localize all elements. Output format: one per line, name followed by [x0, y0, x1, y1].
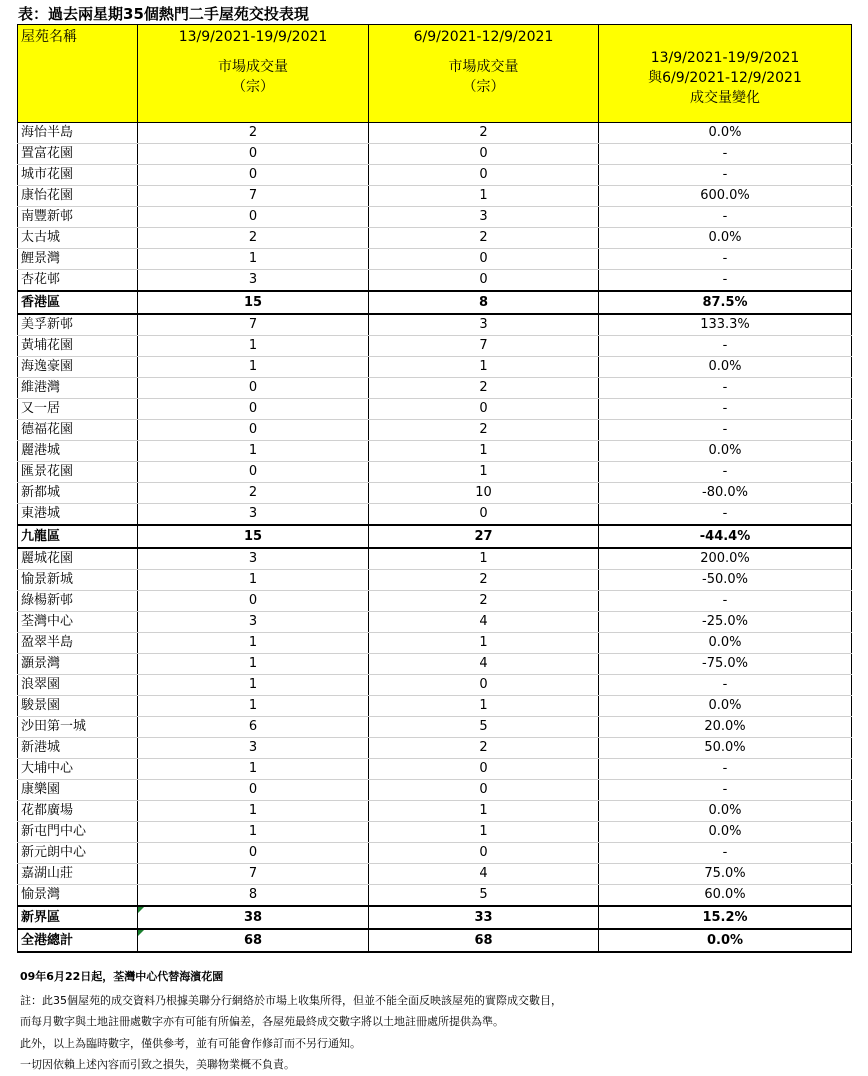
table-row	[18, 462, 852, 483]
table-row	[18, 696, 852, 717]
table-row	[18, 780, 852, 801]
change-cell: 600.0%	[599, 186, 852, 207]
estate-name-cell: 全港總計	[18, 929, 138, 952]
header-week2	[369, 25, 599, 123]
change-cell: -	[599, 591, 852, 612]
estate-name-cell: 康樂園	[18, 780, 138, 801]
estate-name-cell: 海怡半島	[18, 123, 138, 144]
week2-volume-cell: 0	[369, 843, 599, 864]
change-cell: 0.0%	[599, 357, 852, 378]
week2-volume-cell: 4	[369, 864, 599, 885]
change-cell: -80.0%	[599, 483, 852, 504]
week2-volume-cell: 3	[369, 207, 599, 228]
change-cell: 20.0%	[599, 717, 852, 738]
week2-volume-cell: 1	[369, 822, 599, 843]
change-cell: 0.0%	[599, 929, 852, 952]
change-cell: -	[599, 780, 852, 801]
change-cell: -	[599, 420, 852, 441]
note-line: 註：此35個屋苑的成交資料乃根據美聯分行網絡於市場上收集所得，但並不能全面反映該屋苑的實際成交數目，	[20, 993, 562, 1007]
week1-volume-cell: 0	[138, 378, 369, 399]
change-cell: -	[599, 270, 852, 292]
week1-volume-cell: 15	[138, 525, 369, 548]
change-cell: 0.0%	[599, 696, 852, 717]
estate-name-cell: 麗城花園	[18, 548, 138, 570]
estate-name-cell: 嘉湖山莊	[18, 864, 138, 885]
table-row	[18, 822, 852, 843]
week2-volume-cell: 1	[369, 696, 599, 717]
week2-volume-cell: 0	[369, 144, 599, 165]
note-line: 而每月數字與土地註冊處數字亦有可能有所偏差，各屋苑最終成交數字將以土地註冊處所提供為準。	[20, 1015, 504, 1028]
week1-volume-cell: 1	[138, 357, 369, 378]
week1-volume-cell: 7	[138, 186, 369, 207]
week1-volume-cell: 2	[138, 123, 369, 144]
table-row	[18, 228, 852, 249]
estate-name-cell: 新港城	[18, 738, 138, 759]
change-cell: -75.0%	[599, 654, 852, 675]
estate-name-cell: 新都城	[18, 483, 138, 504]
week2-volume-cell: 68	[369, 929, 599, 952]
transaction-table	[17, 24, 852, 953]
change-cell: 0.0%	[599, 822, 852, 843]
week1-volume-cell: 15	[138, 291, 369, 314]
week1-volume-cell: 1	[138, 822, 369, 843]
table-row	[18, 843, 852, 864]
week1-volume-cell: 0	[138, 420, 369, 441]
header-change-line3: 成交量變化	[690, 89, 760, 106]
week1-volume-cell: 1	[138, 633, 369, 654]
week2-volume-cell: 0	[369, 759, 599, 780]
table-row	[18, 885, 852, 907]
table-row	[18, 357, 852, 378]
change-cell: -	[599, 144, 852, 165]
estate-name-cell: 黃埔花園	[18, 336, 138, 357]
week1-volume-cell: 0	[138, 207, 369, 228]
page-title: 表：過去兩星期35個熱門二手屋苑交投表現	[18, 5, 309, 23]
subtotal-row	[18, 525, 852, 548]
table-row	[18, 186, 852, 207]
table-row	[18, 270, 852, 292]
change-cell: -	[599, 378, 852, 399]
change-cell: 133.3%	[599, 314, 852, 336]
footnotes	[20, 966, 562, 1076]
week1-volume-cell: 1	[138, 249, 369, 270]
week2-volume-cell: 2	[369, 591, 599, 612]
week1-volume-cell: 7	[138, 864, 369, 885]
week2-volume-cell: 1	[369, 801, 599, 822]
header-estate-name: 屋苑名稱	[18, 25, 138, 123]
estate-name-cell: 新屯門中心	[18, 822, 138, 843]
table-row	[18, 441, 852, 462]
header-week2-unit: （宗）	[462, 79, 505, 95]
table-row	[18, 738, 852, 759]
table-row	[18, 591, 852, 612]
week2-volume-cell: 2	[369, 123, 599, 144]
week2-volume-cell: 1	[369, 462, 599, 483]
table-row	[18, 504, 852, 526]
change-cell: 87.5%	[599, 291, 852, 314]
table-row	[18, 864, 852, 885]
week1-volume-cell: 1	[138, 801, 369, 822]
header-row	[18, 25, 852, 123]
change-cell: -	[599, 504, 852, 526]
week1-volume-cell: 3	[138, 270, 369, 292]
header-week2-period: 6/9/2021-12/9/2021	[413, 29, 554, 45]
change-cell: 0.0%	[599, 633, 852, 654]
week1-volume-cell: 1	[138, 441, 369, 462]
table-row	[18, 123, 852, 144]
estate-name-cell: 香港區	[18, 291, 138, 314]
table-row	[18, 165, 852, 186]
estate-name-cell: 太古城	[18, 228, 138, 249]
week1-volume-cell: 0	[138, 462, 369, 483]
estate-name-cell: 置富花園	[18, 144, 138, 165]
estate-name-cell: 海逸豪園	[18, 357, 138, 378]
header-week1	[138, 25, 369, 123]
week2-volume-cell: 1	[369, 186, 599, 207]
note-line: 一切因依賴上述內容而引致之損失，美聯物業概不負責。	[20, 1058, 295, 1071]
week1-volume-cell: 1	[138, 696, 369, 717]
change-cell: -44.4%	[599, 525, 852, 548]
week2-volume-cell: 1	[369, 441, 599, 462]
week1-volume-cell: 0	[138, 780, 369, 801]
header-week1-unit: （宗）	[232, 79, 274, 95]
week2-volume-cell: 8	[369, 291, 599, 314]
change-cell: -50.0%	[599, 570, 852, 591]
subtotal-row	[18, 929, 852, 952]
week1-volume-cell: 1	[138, 654, 369, 675]
week2-volume-cell: 27	[369, 525, 599, 548]
note-line: 此外，以上為臨時數字，僅供參考，並有可能會作修訂而不另行通知。	[20, 1036, 361, 1050]
week1-volume-cell: 8	[138, 885, 369, 907]
change-cell: 75.0%	[599, 864, 852, 885]
header-week1-label: 市場成交量	[218, 59, 288, 75]
week2-volume-cell: 2	[369, 378, 599, 399]
week2-volume-cell: 2	[369, 738, 599, 759]
table-row	[18, 675, 852, 696]
week1-volume-cell: 3	[138, 548, 369, 570]
estate-name-cell: 灝景灣	[18, 654, 138, 675]
week2-volume-cell: 0	[369, 399, 599, 420]
week2-volume-cell: 2	[369, 420, 599, 441]
change-cell: -	[599, 843, 852, 864]
change-cell: -	[599, 462, 852, 483]
estate-name-cell: 沙田第一城	[18, 717, 138, 738]
change-cell: -	[599, 759, 852, 780]
week2-volume-cell: 2	[369, 228, 599, 249]
table-body	[18, 123, 852, 953]
change-cell: -	[599, 399, 852, 420]
estate-name-cell: 又一居	[18, 399, 138, 420]
week2-volume-cell: 0	[369, 270, 599, 292]
week2-volume-cell: 7	[369, 336, 599, 357]
week1-volume-cell: 2	[138, 483, 369, 504]
header-week2-label: 市場成交量	[448, 59, 519, 75]
week1-volume-cell: 1	[138, 336, 369, 357]
note-lead: 09年6月22日起，荃灣中心代替海濱花園	[20, 970, 224, 983]
change-cell: 0.0%	[599, 441, 852, 462]
week2-volume-cell: 0	[369, 675, 599, 696]
estate-name-cell: 花都廣場	[18, 801, 138, 822]
change-cell: -25.0%	[599, 612, 852, 633]
change-cell: 200.0%	[599, 548, 852, 570]
change-cell: 0.0%	[599, 228, 852, 249]
week2-volume-cell: 1	[369, 633, 599, 654]
week1-volume-cell: 7	[138, 314, 369, 336]
change-cell: 0.0%	[599, 123, 852, 144]
table-row	[18, 717, 852, 738]
week1-volume-cell: 68	[138, 929, 369, 952]
week2-volume-cell: 0	[369, 165, 599, 186]
estate-name-cell: 麗港城	[18, 441, 138, 462]
estate-name-cell: 匯景花園	[18, 462, 138, 483]
change-cell: 50.0%	[599, 738, 852, 759]
week1-volume-cell: 3	[138, 738, 369, 759]
week1-volume-cell: 3	[138, 612, 369, 633]
estate-name-cell: 愉景灣	[18, 885, 138, 907]
week2-volume-cell: 0	[369, 504, 599, 526]
estate-name-cell: 南豐新邨	[18, 207, 138, 228]
table-row	[18, 633, 852, 654]
estate-name-cell: 新元朗中心	[18, 843, 138, 864]
week1-volume-cell: 0	[138, 843, 369, 864]
table-row	[18, 548, 852, 570]
estate-name-cell: 康怡花園	[18, 186, 138, 207]
estate-name-cell: 杏花邨	[18, 270, 138, 292]
week2-volume-cell: 2	[369, 570, 599, 591]
table-row	[18, 759, 852, 780]
header-change	[599, 25, 852, 123]
table-row	[18, 801, 852, 822]
estate-name-cell: 大埔中心	[18, 759, 138, 780]
change-cell: 60.0%	[599, 885, 852, 907]
header-week1-period: 13/9/2021-19/9/2021	[178, 29, 328, 45]
table-row	[18, 483, 852, 504]
week2-volume-cell: 10	[369, 483, 599, 504]
week2-volume-cell: 4	[369, 612, 599, 633]
week1-volume-cell: 3	[138, 504, 369, 526]
table-row	[18, 144, 852, 165]
table-row	[18, 336, 852, 357]
estate-name-cell: 盈翠半島	[18, 633, 138, 654]
estate-name-cell: 維港灣	[18, 378, 138, 399]
week2-volume-cell: 33	[369, 906, 599, 929]
table-row	[18, 207, 852, 228]
week1-volume-cell: 0	[138, 144, 369, 165]
table-row	[18, 420, 852, 441]
table-row	[18, 570, 852, 591]
week2-volume-cell: 0	[369, 249, 599, 270]
estate-name-cell: 綠楊新邨	[18, 591, 138, 612]
week2-volume-cell: 4	[369, 654, 599, 675]
estate-name-cell: 鯉景灣	[18, 249, 138, 270]
subtotal-row	[18, 906, 852, 929]
estate-name-cell: 美孚新邨	[18, 314, 138, 336]
week1-volume-cell: 2	[138, 228, 369, 249]
table-row	[18, 399, 852, 420]
week2-volume-cell: 3	[369, 314, 599, 336]
header-change-line1: 13/9/2021-19/9/2021	[650, 49, 800, 66]
estate-name-cell: 愉景新城	[18, 570, 138, 591]
estate-name-cell: 東港城	[18, 504, 138, 526]
change-cell: -	[599, 165, 852, 186]
estate-name-cell: 駿景園	[18, 696, 138, 717]
estate-name-cell: 九龍區	[18, 525, 138, 548]
estate-name-cell: 新界區	[18, 906, 138, 929]
table-row	[18, 654, 852, 675]
table-row	[18, 249, 852, 270]
change-cell: -	[599, 336, 852, 357]
estate-name-cell: 浪翠園	[18, 675, 138, 696]
table-row	[18, 378, 852, 399]
week2-volume-cell: 1	[369, 357, 599, 378]
change-cell: -	[599, 675, 852, 696]
estate-name-cell: 荃灣中心	[18, 612, 138, 633]
change-cell: -	[599, 207, 852, 228]
week1-volume-cell: 38	[138, 906, 369, 929]
week1-volume-cell: 0	[138, 399, 369, 420]
week1-volume-cell: 0	[138, 165, 369, 186]
table-row	[18, 612, 852, 633]
estate-name-cell: 城市花園	[18, 165, 138, 186]
table-row	[18, 314, 852, 336]
estate-name-cell: 德福花園	[18, 420, 138, 441]
week2-volume-cell: 5	[369, 717, 599, 738]
header-change-line2: 與6/9/2021-12/9/2021	[648, 69, 802, 86]
subtotal-row	[18, 291, 852, 314]
week1-volume-cell: 1	[138, 570, 369, 591]
week1-volume-cell: 6	[138, 717, 369, 738]
week1-volume-cell: 1	[138, 675, 369, 696]
week2-volume-cell: 1	[369, 548, 599, 570]
change-cell: -	[599, 249, 852, 270]
change-cell: 15.2%	[599, 906, 852, 929]
week2-volume-cell: 5	[369, 885, 599, 907]
week2-volume-cell: 0	[369, 780, 599, 801]
week1-volume-cell: 1	[138, 759, 369, 780]
change-cell: 0.0%	[599, 801, 852, 822]
week1-volume-cell: 0	[138, 591, 369, 612]
